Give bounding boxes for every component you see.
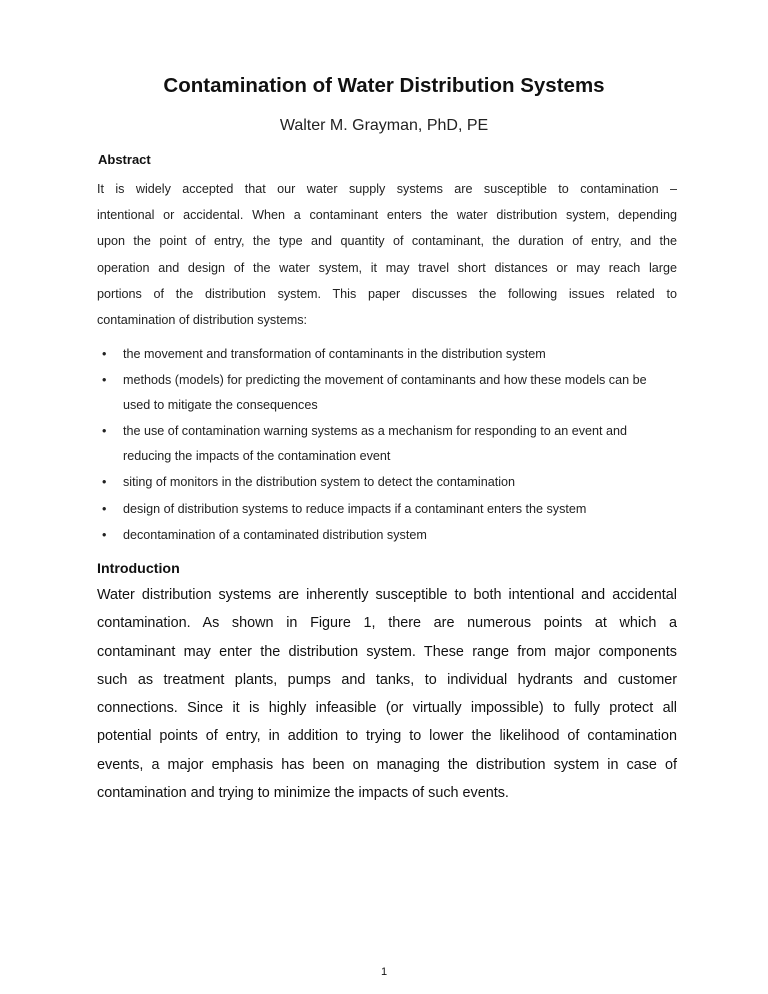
author-line: Walter M. Grayman, PhD, PE: [279, 117, 489, 134]
introduction-body: [97, 585, 677, 811]
intro-line: events, a major emphasis has been on managing the distribution system in case of: [97, 756, 677, 773]
abstract-line: intentional or accidental. When a contaminant enters the water distribution system, depending: [97, 208, 677, 223]
bullet-item: • the use of contamination warning systems as a mechanism for responding to an event and reducing the impacts of the contamination event: [97, 419, 677, 469]
intro-line: Water distribution systems are inherently susceptible to both intentional and accidental: [97, 587, 677, 603]
document-title: Contamination of Water Distribution Systems: [163, 74, 605, 97]
intro-line: contamination. As shown in Figure 1, there are numerous points at which a: [97, 615, 677, 632]
bullet-icon: •: [102, 424, 107, 439]
abstract-line: upon the point of entry, the type and quantity of contaminant, the duration of entry, and the: [97, 234, 677, 249]
bullet-item: • methods (models) for predicting the movement of contaminants and how these models can be used to mitigate the consequences: [97, 368, 677, 418]
intro-line: connections. Since it is highly infeasible (or virtually impossible) to fully protect all: [97, 700, 677, 717]
intro-line: contamination and trying to minimize the impacts of such events.: [97, 785, 509, 802]
bullet-icon: •: [102, 528, 107, 543]
abstract-bullet-list: [97, 342, 677, 549]
bullet-icon: •: [102, 347, 107, 361]
intro-line: potential points of entry, in addition to trying to lower the likelihood of contamination: [97, 728, 677, 745]
bullet-item: • the movement and transformation of contaminants in the distribution system: [97, 342, 677, 367]
bullet-icon: •: [102, 475, 107, 490]
bullet-item: • design of distribution systems to reduce impacts if a contaminant enters the system: [97, 497, 677, 522]
introduction-heading: Introduction: [97, 561, 180, 577]
bullet-icon: •: [102, 373, 107, 388]
abstract-line: It is widely accepted that our water supply systems are susceptible to contamination –: [97, 182, 677, 196]
abstract-heading: Abstract: [98, 152, 151, 167]
intro-line: contaminant may enter the distribution system. These range from major components: [97, 643, 677, 660]
intro-line: such as treatment plants, pumps and tanks, to individual hydrants and customer: [97, 671, 677, 688]
abstract-line: portions of the distribution system. This paper discusses the following issues related to: [97, 286, 677, 301]
abstract-body: [97, 180, 677, 337]
bullet-item: • decontamination of a contaminated distribution system: [97, 523, 677, 548]
page-number: 1: [380, 966, 388, 978]
abstract-line: operation and design of the water system, it may travel short distances or may reach large: [97, 260, 677, 275]
bullet-item: • siting of monitors in the distribution system to detect the contamination: [97, 470, 677, 495]
abstract-line: contamination of distribution systems:: [97, 312, 307, 327]
bullet-icon: •: [102, 501, 107, 516]
